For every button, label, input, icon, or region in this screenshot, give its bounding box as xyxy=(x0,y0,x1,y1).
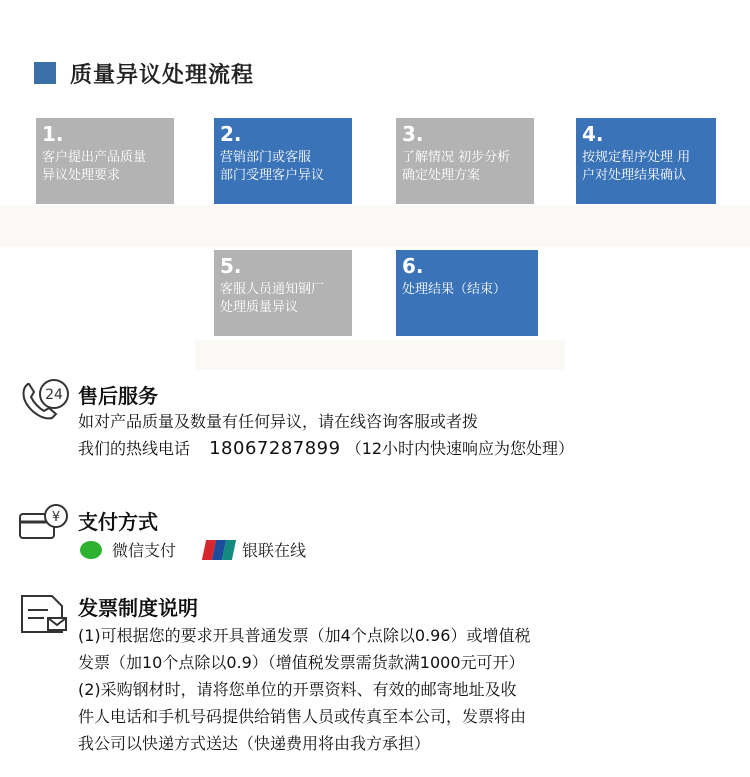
hotline-note: （12小时内快速响应为您处理） xyxy=(345,439,575,458)
payment-title: 支付方式 xyxy=(78,510,158,534)
step-box-3 xyxy=(396,118,534,204)
service-line-1: 如对产品质量及数量有任何异议，请在线咨询客服或者拨 xyxy=(78,412,479,431)
process-title: 质量异议处理流程 xyxy=(70,62,255,88)
step-number: 4. xyxy=(582,122,604,146)
background-band xyxy=(0,205,750,247)
invoice-line: 我公司以快递方式送达（快递费用将由我方承担） xyxy=(78,734,431,753)
step-text: 了解情况 初步分析 确定处理方案 xyxy=(402,150,511,183)
step-number: 5. xyxy=(220,254,242,278)
title-marker-icon xyxy=(34,62,56,84)
step-number: 3. xyxy=(402,122,424,146)
step-number: 6. xyxy=(402,254,424,278)
svg-text:¥: ¥ xyxy=(51,510,61,525)
step-box-1 xyxy=(36,118,174,204)
payment-options xyxy=(80,538,306,561)
service-text xyxy=(78,408,574,462)
step-text: 客服人员通知钢厂 处理质量异议 xyxy=(220,282,325,315)
unionpay-icon xyxy=(204,540,234,560)
invoice-line: (1)可根据您的要求开具普通发票（加4个点除以0.96）或增值税 xyxy=(78,626,531,645)
svg-text:24: 24 xyxy=(45,387,63,403)
unionpay-label: 银联在线 xyxy=(242,541,307,560)
phone-24h-icon xyxy=(18,376,72,424)
service-title: 售后服务 xyxy=(78,384,158,408)
service-line-2 xyxy=(78,435,574,462)
step-number: 1. xyxy=(42,122,64,146)
background-band xyxy=(195,340,565,370)
invoice-line: 发票（加10个点除以0.9）（增值税发票需货款满1000元可开） xyxy=(78,653,525,672)
hotline-label: 我们的热线电话 xyxy=(78,439,191,458)
step-number: 2. xyxy=(220,122,242,146)
step-box-6 xyxy=(396,250,538,336)
step-text: 处理结果（结束） xyxy=(402,282,507,297)
step-text: 客户提出产品质量 异议处理要求 xyxy=(42,150,147,183)
invoice-title: 发票制度说明 xyxy=(78,596,198,620)
process-header xyxy=(34,58,254,88)
step-box-4 xyxy=(576,118,716,204)
step-box-5 xyxy=(214,250,352,336)
step-text: 按规定程序处理 用 户对处理结果确认 xyxy=(582,150,691,183)
invoice-line: (2)采购钢材时，请将您单位的开票资料、有效的邮寄地址及收 xyxy=(78,680,517,699)
wechat-icon xyxy=(80,541,102,559)
invoice-document-icon xyxy=(18,590,72,638)
wechat-pay-label: 微信支付 xyxy=(112,541,177,560)
step-box-2 xyxy=(214,118,352,204)
step-text: 营销部门或客服 部门受理客户异议 xyxy=(220,150,325,183)
payment-card-icon xyxy=(18,502,72,542)
hotline-number: 18067287899 xyxy=(209,438,341,459)
invoice-line: 件人电话和手机号码提供给销售人员或传真至本公司，发票将由 xyxy=(78,707,527,726)
invoice-text xyxy=(78,622,530,757)
